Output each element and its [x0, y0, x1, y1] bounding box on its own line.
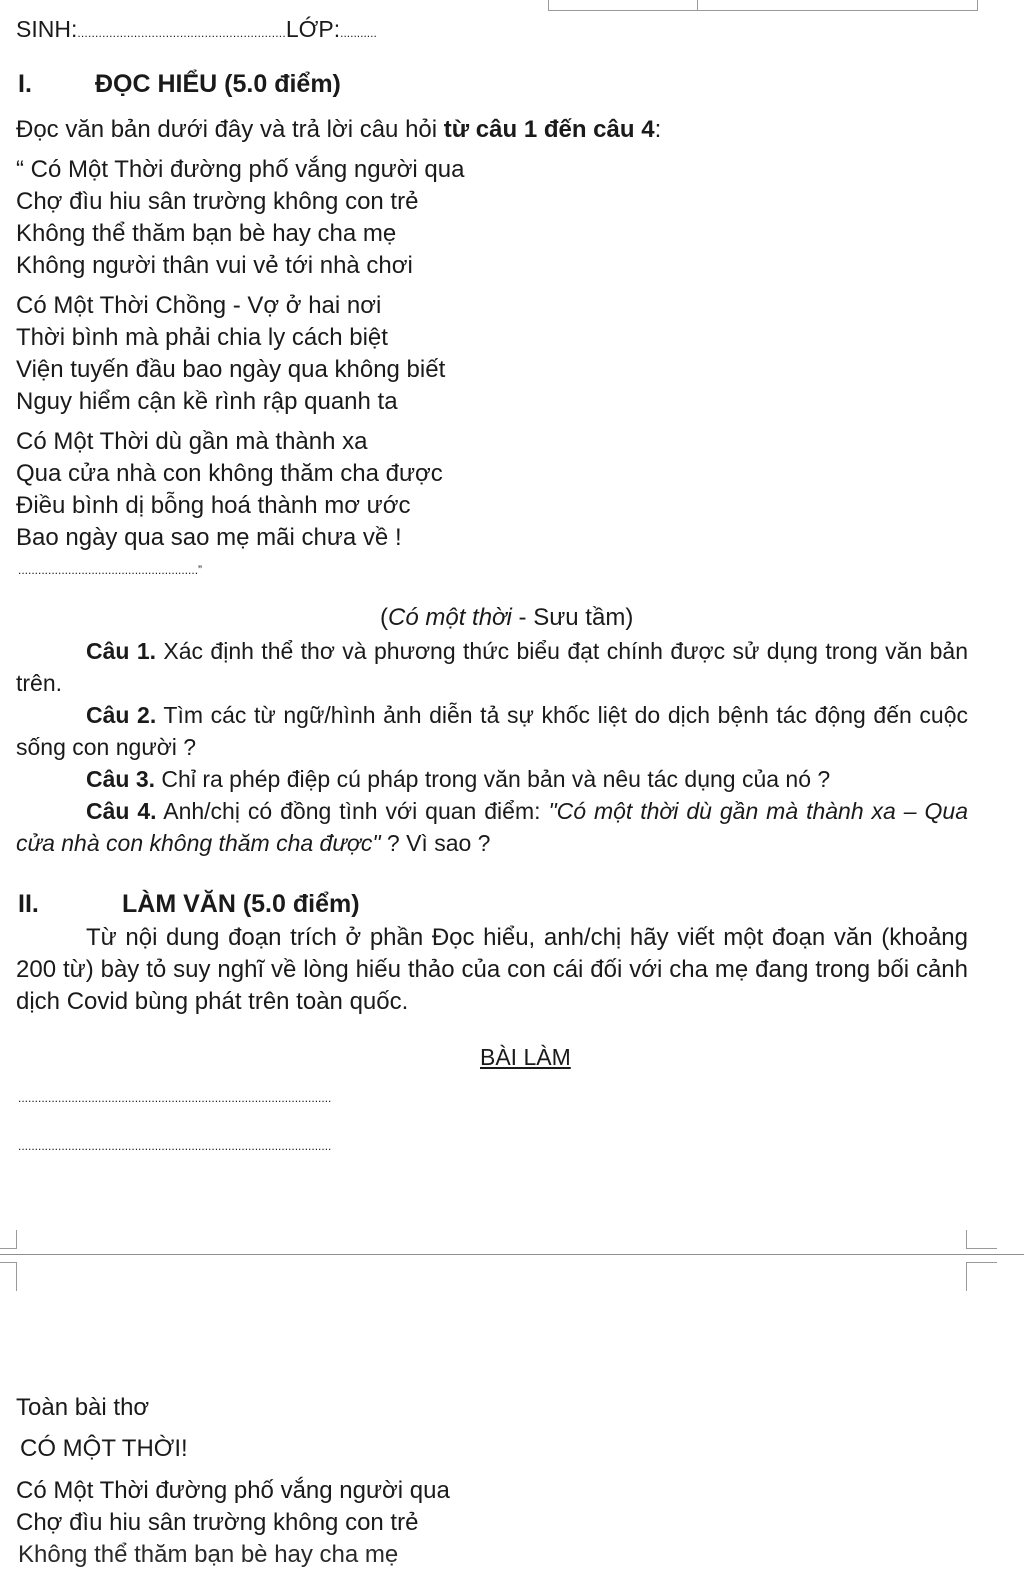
- question-4-quote: "Có một thời dù gần mà thành xa – Qua cửa nhà con không thăm cha được": [16, 798, 968, 856]
- poem-line: Chợ đìu hiu sân trường không con trẻ: [16, 1509, 419, 1536]
- writing-prompt: Từ nội dung đoạn trích ở phần Đọc hiểu, anh/chị hãy viết một đoạn văn (khoảng 200 từ) bày tỏ suy nghĩ về lòng hiếu thảo của con cái đối với cha mẹ đang trong bối cảnh dịch Covid bùng phát trên toàn quốc.: [16, 924, 968, 1015]
- page-corner-mark: [0, 1262, 17, 1291]
- full-poem-intro: Toàn bài thơ: [16, 1394, 150, 1421]
- poem-line: Không người thân vui vẻ tới nhà chơi: [16, 252, 413, 279]
- page-corner-mark: [966, 1262, 997, 1291]
- lop-blank: ...........: [340, 26, 377, 40]
- poem-line: Thời bình mà phải chia ly cách biệt: [16, 324, 388, 351]
- question-2: [16, 699, 968, 763]
- question-4-ending: ? Vì sao ?: [380, 830, 491, 856]
- question-3-label: Câu 3.: [86, 766, 156, 792]
- poem-line: Nguy hiểm cận kề rình rập quanh ta: [16, 388, 398, 415]
- page-break-line: [0, 1254, 1024, 1255]
- sinh-blank: ...........................................................: [77, 26, 286, 40]
- poem-line: Có Một Thời đường phố vắng người qua: [16, 1477, 450, 1504]
- poem-ellipsis: ......................................................”: [18, 563, 203, 577]
- lop-label: LỚP:: [285, 16, 341, 42]
- section-2-numeral: II.: [18, 890, 39, 918]
- reading-instruction: [16, 115, 661, 145]
- section-1-numeral: I.: [18, 70, 32, 98]
- poem-line: Viện tuyến đầu bao ngày qua không biết: [16, 356, 446, 383]
- question-1-text: Xác định thể thơ và phương thức biểu đạt chính được sử dụng trong văn bản trên.: [16, 638, 968, 696]
- poem-source: [380, 603, 633, 633]
- poem-line: Không thể thăm bạn bè hay cha mẹ: [16, 220, 397, 247]
- question-1-label: Câu 1.: [86, 638, 157, 664]
- question-4-label: Câu 4.: [86, 798, 157, 824]
- instruction-range: từ câu 1 đến câu 4: [443, 116, 655, 143]
- page-corner-mark: [0, 1230, 17, 1249]
- question-3: [16, 763, 968, 795]
- section-2-title: LÀM VĂN (5.0 điểm): [122, 890, 360, 918]
- source-rest: - Sưu tầm): [511, 604, 634, 631]
- answer-line: ..............................................................................................: [18, 1091, 332, 1105]
- answer-heading: BÀI LÀM: [480, 1044, 571, 1070]
- section-1-title: ĐỌC HIỂU (5.0 điểm): [95, 70, 341, 98]
- source-title: Có một thời: [388, 604, 512, 631]
- poem-line: Có Một Thời dù gần mà thành xa: [16, 428, 368, 455]
- answer-line: ..............................................................................................: [18, 1139, 332, 1153]
- poem-line: Có Một Thời Chồng - Vợ ở hai nơi: [16, 292, 382, 319]
- poem-line: “ Có Một Thời đường phố vắng người qua: [16, 156, 465, 183]
- instruction-prefix: Đọc văn bản dưới đây và trả lời câu hỏi: [16, 116, 444, 143]
- poem-line: Qua cửa nhà con không thăm cha được: [16, 460, 443, 487]
- question-4: [16, 795, 968, 859]
- question-4-text: Anh/chị có đồng tình với quan điểm:: [156, 798, 549, 824]
- question-3-text: Chỉ ra phép điệp cú pháp trong văn bản và nêu tác dụng của nó ?: [155, 766, 831, 792]
- full-poem-title: CÓ MỘT THỜI!: [20, 1435, 188, 1462]
- poem-line: Chợ đìu hiu sân trường không con trẻ: [16, 188, 419, 215]
- poem-line-cutoff: Không thể thăm bạn bè hay cha mẹ: [18, 1541, 399, 1568]
- question-2-label: Câu 2.: [86, 702, 157, 728]
- sinh-label: SINH:: [16, 16, 78, 42]
- student-info-line: [16, 14, 377, 48]
- poem-line: Điều bình dị bỗng hoá thành mơ ước: [16, 492, 411, 519]
- instruction-suffix: :: [654, 116, 662, 143]
- question-2-text: Tìm các từ ngữ/hình ảnh diễn tả sự khốc liệt do dịch bệnh tác động đến cuộc sống con người ?: [16, 702, 968, 760]
- poem-line: Bao ngày qua sao mẹ mãi chưa về !: [16, 524, 402, 551]
- question-1: [16, 635, 968, 699]
- source-open: (: [380, 604, 388, 631]
- page-corner-mark: [966, 1230, 997, 1249]
- header-table-remnant: [548, 0, 978, 11]
